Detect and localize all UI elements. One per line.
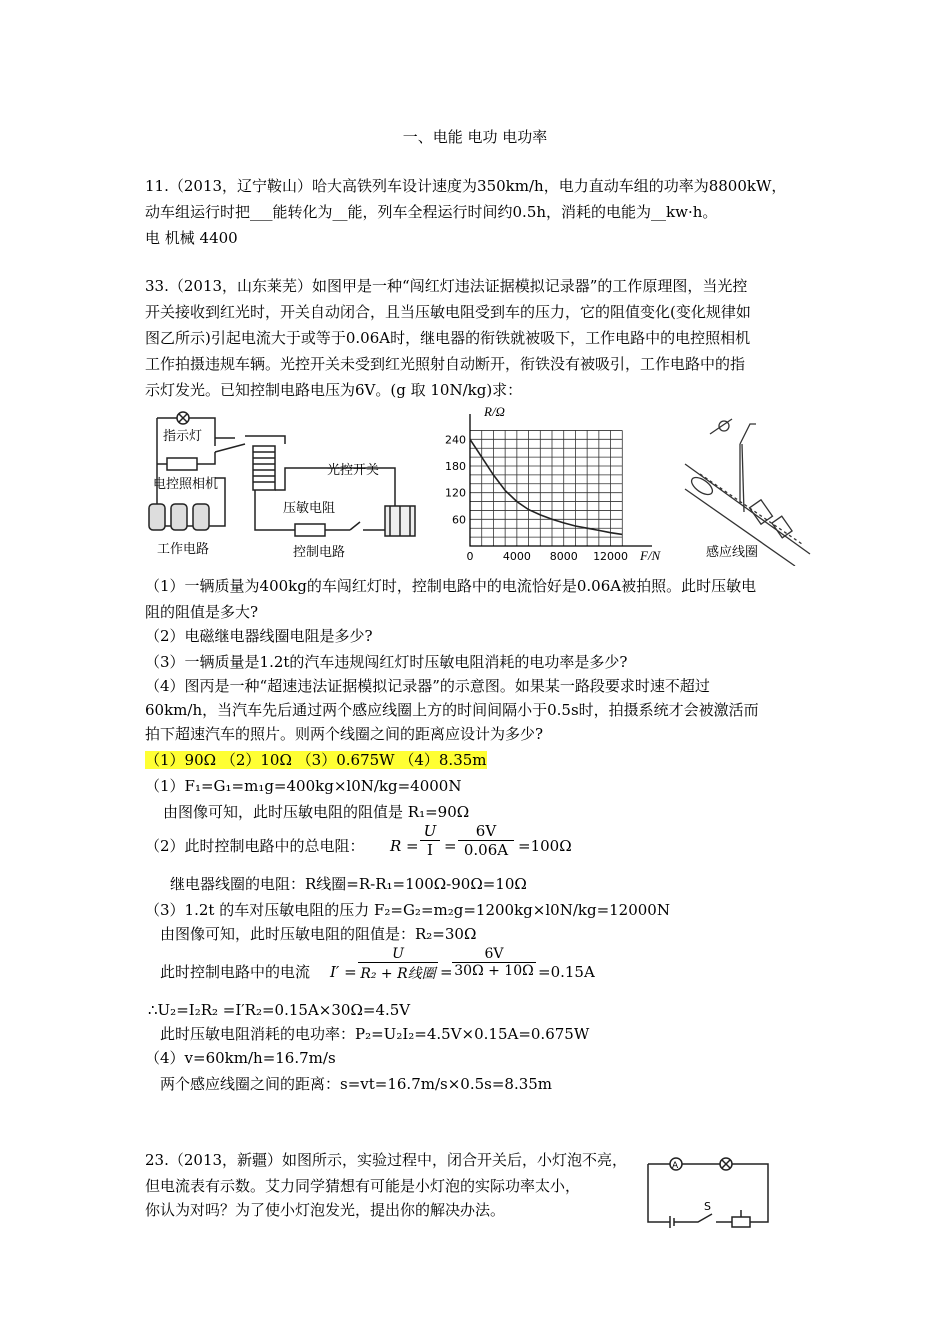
q23-circuit-figure [640,1152,780,1228]
q11-line1: 11.（2013，辽宁鞍山）哈大高铁列车设计速度为350km/h，电力直动车组的功率为8800kW， [145,177,787,195]
resistance-force-chart [440,404,670,568]
q33-line4: 工作拍摄违规车辆。光控开关未受到红光照射自动断开，衔铁没有被吸引，工作电路中的指 [145,355,746,373]
indicator-label: 指示灯 [163,428,203,443]
chart-series-line [470,439,622,534]
q33-sub1a: （1）一辆质量为400kg的车闯红灯时，控制电路中的电流恰好是0.06A被拍照。此时压敏电 [145,577,757,595]
q11-answer: 电 机械 4400 [145,229,238,247]
frac4-num: 6V [484,946,504,962]
sol-4b: 两个感应线圈之间的距离：s=vt=16.7m/s×0.5s=8.35m [160,1075,553,1093]
q33-sub4a: （4）图丙是一种“超速违法证据模拟记录器”的示意图。如果某一路段要求时速不超过 [145,677,710,695]
q33-line1: 33.（2013，山东莱芜）如图甲是一种“闯红灯违法证据模拟记录器”的工作原理图，当光控 [145,277,748,295]
sol-3c-result: =0.15A [538,963,595,981]
sol-2a-result: =100Ω [518,837,572,855]
frac4-den: 30Ω + 10Ω [452,962,536,979]
eq-sign-2: = [440,963,453,981]
camera-label: 电控照相机 [153,476,219,491]
chart-xtick-label: 8000 [549,550,578,563]
frac-den-I: I [420,840,440,859]
sol-3a: （3）1.2t 的车对压敏电阻的压力 F₂=G₂=m₂g=1200kg×l0N/kg=12000N [145,901,670,919]
work-circuit-label: 工作电路 [157,541,210,556]
q33-sub3: （3）一辆质量是1.2t的汽车违规闯红灯时压敏电阻消耗的电功率是多少? [145,653,628,671]
switch-label: 光控开关 [327,462,380,477]
resistor-label: 压敏电阻 [283,500,336,515]
circuit-figure-a [145,408,430,568]
frac-num-U: U [423,822,437,840]
q33-line3: 图乙所示)引起电流大于或等于0.06A时，继电器的衔铁就被吸下，工作电路中的电控照相机 [145,329,751,347]
chart-ytick-label: 60 [452,513,466,527]
speed-coil-figure-c [680,404,820,566]
sol-2a-prefix: （2）此时控制电路中的总电阻： [145,837,365,855]
sol-1a: （1）F₁=G₁=m₁g=400kg×l0N/kg=4000N [145,777,462,795]
chart-xtick-label: 4000 [502,550,531,563]
frac3-num-U: U [392,946,404,962]
chart-xlabel: F/N [640,548,661,563]
chart-ytick-label: 120 [445,486,466,500]
q23-line1: 23.（2013，新疆）如图所示，实验过程中，闭合开关后，小灯泡不亮， [145,1151,628,1169]
sol-3c-prefix: 此时控制电路中的电流 [160,963,311,981]
frac-U-over-I [420,822,440,859]
sol-2a-R: R = [390,837,419,855]
q23-line2: 但电流表有示数。艾力同学猜想有可能是小灯泡的实际功率太小， [145,1177,581,1195]
frac-6V-over-006A [458,822,514,859]
chart-ylabel: R/Ω [484,404,505,419]
q33-sub4c: 拍下超速汽车的照片。则两个线圈之间的距离应设计为多少? [145,725,544,743]
chart-ytick-label: 240 [445,433,466,447]
q11-line2: 动车组运行时把___能转化为__能，列车全程运行时间约0.5h，消耗的电能为__kw·h。 [145,203,718,221]
q33-sub1b: 阻的阻值是多大? [145,603,259,621]
section-title: 一、电能 电功 电功率 [402,128,548,146]
frac-6V-over-40 [452,946,536,979]
frac-den-006A: 0.06A [458,840,514,859]
q23-line3: 你认为对吗？为了使小灯泡发光，提出你的解决办法。 [145,1201,506,1219]
sol-2b: 继电器线圈的电阻：R线圈=R-R₁=100Ω-90Ω=10Ω [170,875,527,893]
answer-highlight: （1）90Ω （2）10Ω （3）0.675W （4）8.35m [145,751,487,769]
sol-3e: 此时压敏电阻消耗的电功率：P₂=U₂I₂=4.5V×0.15A=0.675W [160,1025,590,1043]
ammeter-icon: A [672,1161,679,1171]
sol-3b: 由图像可知，此时压敏电阻的阻值是：R₂=30Ω [160,925,477,943]
chart-ytick-label: 180 [445,460,466,473]
q33-sub2: （2）电磁继电器线圈电阻是多少? [145,627,373,645]
sol-3d: ∴U₂=I₂R₂ =I′R₂=0.15A×30Ω=4.5V [148,1001,411,1019]
frac-num-6V: 6V [475,822,497,840]
chart-xtick-label: 12000 [593,550,629,563]
q33-line5: 示灯发光。已知控制电路电压为6V。(g 取 10N/kg)求： [145,381,523,399]
eq-sign: = [444,837,457,855]
q33-sub4b: 60km/h，当汽车先后通过两个感应线圈上方的时间间隔小于0.5s时，拍摄系统才会被激活而 [145,701,759,719]
sol-3c-I: I′ = [330,963,357,981]
chart-xtick-label: 0 [466,550,474,563]
coil-label: 感应线圈 [706,544,759,559]
frac3-den: R₂ + R线圈 [358,962,438,983]
sol-4a: （4）v=60km/h=16.7m/s [145,1049,336,1067]
sol-1b: 由图像可知，此时压敏电阻的阻值是 R₁=90Ω [163,803,470,821]
q33-answer [145,750,487,770]
frac-U-over-Rsum [358,946,438,983]
control-circuit-label: 控制电路 [293,544,346,559]
switch-s-label: S [704,1200,711,1213]
q33-line2: 开关接收到红光时，开关自动闭合，且当压敏电阻受到车的压力，它的阻值变化(变化规律如 [145,303,751,321]
